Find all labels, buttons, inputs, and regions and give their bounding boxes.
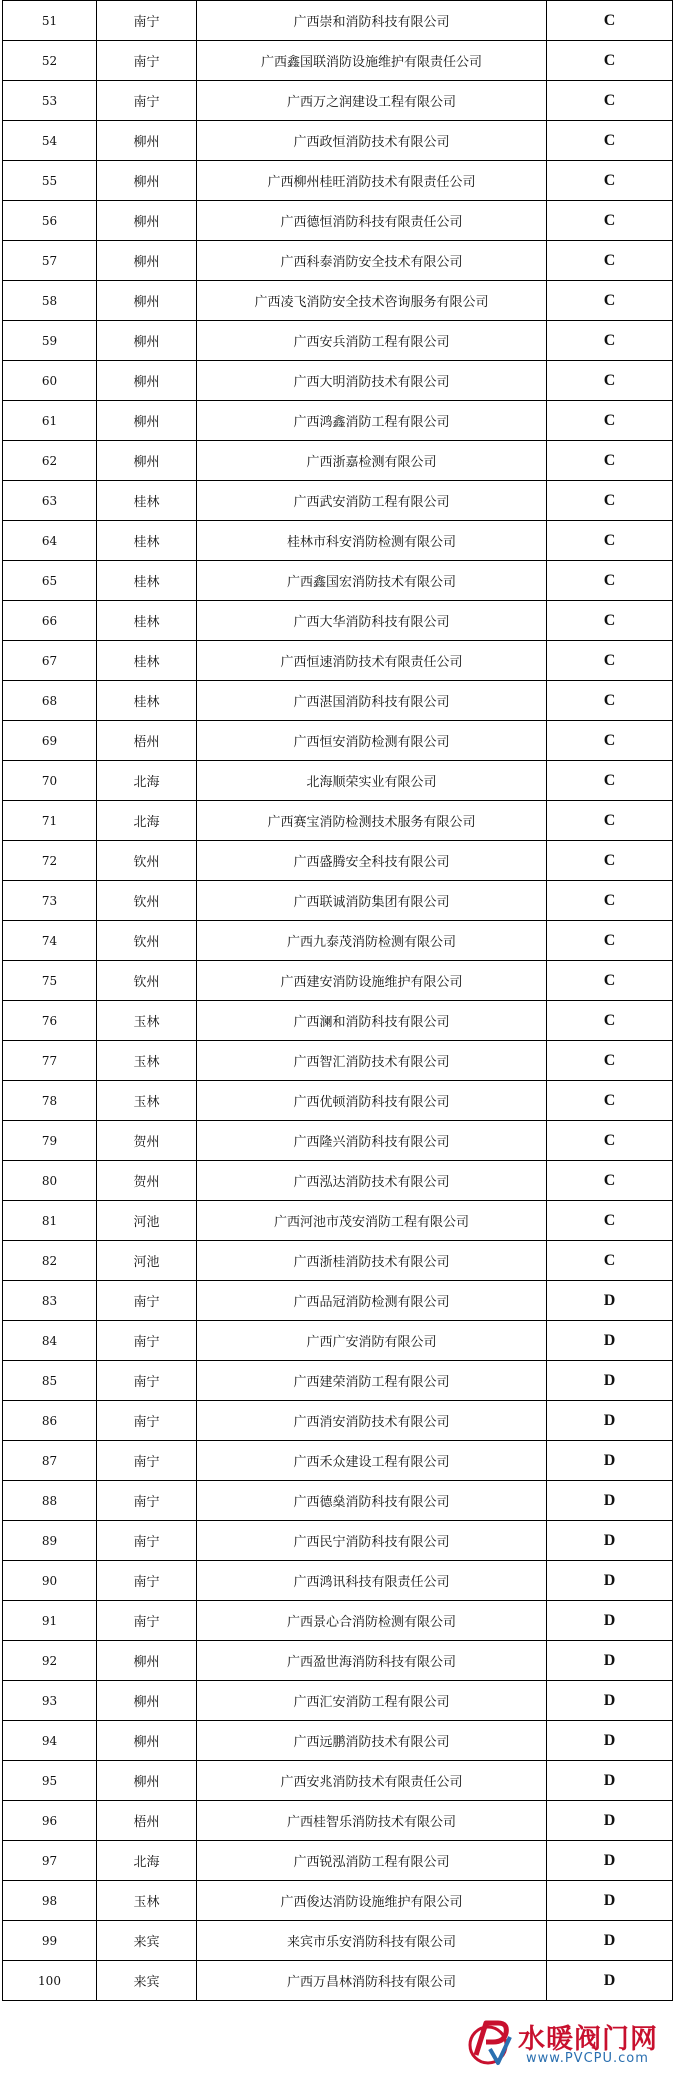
- company-name-cell: 北海顺荣实业有限公司: [197, 761, 547, 801]
- row-number: 53: [3, 81, 97, 121]
- table-row: [3, 121, 673, 161]
- row-number: 83: [3, 1281, 97, 1321]
- company-name-cell: 广西盈世海消防科技有限公司: [197, 1641, 547, 1681]
- grade-cell: C: [547, 1121, 673, 1161]
- table-row: [3, 1641, 673, 1681]
- row-number: 87: [3, 1441, 97, 1481]
- city-cell: 玉林: [97, 1081, 197, 1121]
- company-name-cell: 广西科泰消防安全技术有限公司: [197, 241, 547, 281]
- row-number: 84: [3, 1321, 97, 1361]
- company-name-cell: 广西优顿消防科技有限公司: [197, 1081, 547, 1121]
- row-number: 80: [3, 1161, 97, 1201]
- company-name-cell: 广西河池市茂安消防工程有限公司: [197, 1201, 547, 1241]
- grade-cell: D: [547, 1761, 673, 1801]
- grade-cell: C: [547, 401, 673, 441]
- company-name-cell: 广西九泰茂消防检测有限公司: [197, 921, 547, 961]
- grade-cell: C: [547, 1161, 673, 1201]
- table-body: [3, 1, 673, 2001]
- company-name-cell: 广西浙嘉检测有限公司: [197, 441, 547, 481]
- pv-logo-icon: [464, 2015, 514, 2067]
- table-row: [3, 1281, 673, 1321]
- city-cell: 玉林: [97, 1041, 197, 1081]
- table-row: [3, 1721, 673, 1761]
- city-cell: 南宁: [97, 1281, 197, 1321]
- watermark-brand: 水暖阀门网: [518, 2024, 658, 2055]
- table-row: [3, 561, 673, 601]
- city-cell: 北海: [97, 1841, 197, 1881]
- row-number: 97: [3, 1841, 97, 1881]
- row-number: 91: [3, 1601, 97, 1641]
- row-number: 67: [3, 641, 97, 681]
- company-name-cell: 广西鑫国联消防设施维护有限责任公司: [197, 41, 547, 81]
- company-name-cell: 广西桂智乐消防技术有限公司: [197, 1801, 547, 1841]
- grade-cell: C: [547, 681, 673, 721]
- grade-cell: C: [547, 441, 673, 481]
- city-cell: 桂林: [97, 681, 197, 721]
- grade-cell: D: [547, 1801, 673, 1841]
- row-number: 66: [3, 601, 97, 641]
- city-cell: 柳州: [97, 1721, 197, 1761]
- row-number: 86: [3, 1401, 97, 1441]
- row-number: 98: [3, 1881, 97, 1921]
- city-cell: 贺州: [97, 1121, 197, 1161]
- city-cell: 钦州: [97, 881, 197, 921]
- table-row: [3, 1881, 673, 1921]
- company-name-cell: 广西大明消防技术有限公司: [197, 361, 547, 401]
- row-number: 81: [3, 1201, 97, 1241]
- company-name-cell: 广西汇安消防工程有限公司: [197, 1681, 547, 1721]
- city-cell: 南宁: [97, 1601, 197, 1641]
- table-row: [3, 1841, 673, 1881]
- table-row: [3, 1, 673, 41]
- table-row: [3, 1761, 673, 1801]
- company-name-cell: 广西禾众建设工程有限公司: [197, 1441, 547, 1481]
- table-row: [3, 1001, 673, 1041]
- grade-cell: C: [547, 1041, 673, 1081]
- grade-cell: D: [547, 1521, 673, 1561]
- row-number: 85: [3, 1361, 97, 1401]
- city-cell: 南宁: [97, 1401, 197, 1441]
- table-row: [3, 1041, 673, 1081]
- row-number: 59: [3, 321, 97, 361]
- grade-cell: C: [547, 881, 673, 921]
- city-cell: 来宾: [97, 1921, 197, 1961]
- table-row: [3, 1241, 673, 1281]
- company-name-cell: 广西品冠消防检测有限公司: [197, 1281, 547, 1321]
- city-cell: 柳州: [97, 401, 197, 441]
- company-name-cell: 广西浙桂消防技术有限公司: [197, 1241, 547, 1281]
- row-number: 71: [3, 801, 97, 841]
- city-cell: 南宁: [97, 1321, 197, 1361]
- table-row: [3, 481, 673, 521]
- table-row: [3, 241, 673, 281]
- table-row: [3, 601, 673, 641]
- table-row: [3, 1921, 673, 1961]
- table-row: [3, 1961, 673, 2001]
- company-name-cell: 广西湛国消防科技有限公司: [197, 681, 547, 721]
- row-number: 68: [3, 681, 97, 721]
- row-number: 51: [3, 1, 97, 41]
- city-cell: 南宁: [97, 1, 197, 41]
- company-name-cell: 来宾市乐安消防科技有限公司: [197, 1921, 547, 1961]
- row-number: 76: [3, 1001, 97, 1041]
- table-row: [3, 1161, 673, 1201]
- table-row: [3, 841, 673, 881]
- city-cell: 南宁: [97, 1481, 197, 1521]
- grade-cell: D: [547, 1961, 673, 2001]
- grade-cell: C: [547, 1001, 673, 1041]
- company-name-cell: 广西赛宝消防检测技术服务有限公司: [197, 801, 547, 841]
- grade-cell: C: [547, 1, 673, 41]
- grade-cell: C: [547, 761, 673, 801]
- city-cell: 桂林: [97, 641, 197, 681]
- grade-cell: C: [547, 721, 673, 761]
- company-name-cell: 广西政恒消防技术有限公司: [197, 121, 547, 161]
- table-row: [3, 641, 673, 681]
- city-cell: 柳州: [97, 281, 197, 321]
- row-number: 56: [3, 201, 97, 241]
- table-row: [3, 1401, 673, 1441]
- grade-cell: D: [547, 1441, 673, 1481]
- company-name-cell: 广西鸿鑫消防工程有限公司: [197, 401, 547, 441]
- city-cell: 桂林: [97, 561, 197, 601]
- company-name-cell: 广西鑫国宏消防技术有限公司: [197, 561, 547, 601]
- company-name-cell: 广西联诚消防集团有限公司: [197, 881, 547, 921]
- city-cell: 柳州: [97, 321, 197, 361]
- row-number: 58: [3, 281, 97, 321]
- row-number: 64: [3, 521, 97, 561]
- row-number: 54: [3, 121, 97, 161]
- grade-cell: C: [547, 41, 673, 81]
- row-number: 61: [3, 401, 97, 441]
- row-number: 95: [3, 1761, 97, 1801]
- table-row: [3, 881, 673, 921]
- city-cell: 来宾: [97, 1961, 197, 2001]
- grade-cell: C: [547, 1241, 673, 1281]
- row-number: 90: [3, 1561, 97, 1601]
- grade-cell: C: [547, 841, 673, 881]
- grade-cell: C: [547, 921, 673, 961]
- company-name-cell: 广西鸿讯科技有限责任公司: [197, 1561, 547, 1601]
- row-number: 75: [3, 961, 97, 1001]
- company-name-cell: 广西智汇消防技术有限公司: [197, 1041, 547, 1081]
- city-cell: 南宁: [97, 1521, 197, 1561]
- city-cell: 北海: [97, 801, 197, 841]
- company-name-cell: 广西安兵消防工程有限公司: [197, 321, 547, 361]
- table-row: [3, 161, 673, 201]
- city-cell: 钦州: [97, 921, 197, 961]
- table-row: [3, 441, 673, 481]
- city-cell: 北海: [97, 761, 197, 801]
- table-row: [3, 961, 673, 1001]
- table-row: [3, 1601, 673, 1641]
- table-row: [3, 361, 673, 401]
- row-number: 63: [3, 481, 97, 521]
- row-number: 55: [3, 161, 97, 201]
- grade-cell: D: [547, 1841, 673, 1881]
- grade-cell: C: [547, 1201, 673, 1241]
- row-number: 79: [3, 1121, 97, 1161]
- row-number: 52: [3, 41, 97, 81]
- row-number: 73: [3, 881, 97, 921]
- table-row: [3, 521, 673, 561]
- table-row: [3, 1201, 673, 1241]
- company-name-cell: 广西锐泓消防工程有限公司: [197, 1841, 547, 1881]
- grade-cell: C: [547, 361, 673, 401]
- table-row: [3, 1081, 673, 1121]
- table-row: [3, 1321, 673, 1361]
- table-row: [3, 281, 673, 321]
- company-name-cell: 广西德燊消防科技有限公司: [197, 1481, 547, 1521]
- table-row: [3, 81, 673, 121]
- table-row: [3, 1441, 673, 1481]
- row-number: 100: [3, 1961, 97, 2001]
- city-cell: 河池: [97, 1201, 197, 1241]
- grade-cell: C: [547, 161, 673, 201]
- table-row: [3, 801, 673, 841]
- row-number: 94: [3, 1721, 97, 1761]
- company-name-cell: 广西万之润建设工程有限公司: [197, 81, 547, 121]
- table-row: [3, 761, 673, 801]
- row-number: 92: [3, 1641, 97, 1681]
- row-number: 69: [3, 721, 97, 761]
- city-cell: 南宁: [97, 81, 197, 121]
- grade-cell: D: [547, 1721, 673, 1761]
- grade-cell: C: [547, 321, 673, 361]
- row-number: 99: [3, 1921, 97, 1961]
- row-number: 74: [3, 921, 97, 961]
- city-cell: 柳州: [97, 201, 197, 241]
- grade-cell: C: [547, 201, 673, 241]
- grade-cell: D: [547, 1481, 673, 1521]
- city-cell: 柳州: [97, 1761, 197, 1801]
- row-number: 88: [3, 1481, 97, 1521]
- grade-cell: C: [547, 1081, 673, 1121]
- table-row: [3, 1801, 673, 1841]
- company-name-cell: 广西武安消防工程有限公司: [197, 481, 547, 521]
- table-row: [3, 1521, 673, 1561]
- table-row: [3, 1481, 673, 1521]
- company-name-cell: 广西广安消防有限公司: [197, 1321, 547, 1361]
- city-cell: 玉林: [97, 1881, 197, 1921]
- table-row: [3, 401, 673, 441]
- company-name-cell: 广西万昌林消防科技有限公司: [197, 1961, 547, 2001]
- table-row: [3, 321, 673, 361]
- rating-table: [2, 0, 673, 2001]
- row-number: 82: [3, 1241, 97, 1281]
- grade-cell: C: [547, 281, 673, 321]
- grade-cell: D: [547, 1361, 673, 1401]
- city-cell: 梧州: [97, 721, 197, 761]
- city-cell: 柳州: [97, 121, 197, 161]
- row-number: 77: [3, 1041, 97, 1081]
- grade-cell: C: [547, 481, 673, 521]
- company-name-cell: 广西大华消防科技有限公司: [197, 601, 547, 641]
- grade-cell: D: [547, 1601, 673, 1641]
- company-name-cell: 广西建安消防设施维护有限公司: [197, 961, 547, 1001]
- city-cell: 柳州: [97, 361, 197, 401]
- city-cell: 柳州: [97, 241, 197, 281]
- city-cell: 梧州: [97, 1801, 197, 1841]
- grade-cell: C: [547, 121, 673, 161]
- watermark-logo: [464, 2011, 670, 2071]
- row-number: 93: [3, 1681, 97, 1721]
- city-cell: 柳州: [97, 1641, 197, 1681]
- grade-cell: D: [547, 1281, 673, 1321]
- row-number: 62: [3, 441, 97, 481]
- grade-cell: C: [547, 601, 673, 641]
- city-cell: 南宁: [97, 41, 197, 81]
- table-row: [3, 721, 673, 761]
- table-row: [3, 1121, 673, 1161]
- grade-cell: D: [547, 1401, 673, 1441]
- company-name-cell: 广西远鹏消防技术有限公司: [197, 1721, 547, 1761]
- grade-cell: D: [547, 1561, 673, 1601]
- company-name-cell: 广西消安消防技术有限公司: [197, 1401, 547, 1441]
- grade-cell: D: [547, 1321, 673, 1361]
- city-cell: 河池: [97, 1241, 197, 1281]
- company-name-cell: 广西隆兴消防科技有限公司: [197, 1121, 547, 1161]
- row-number: 96: [3, 1801, 97, 1841]
- city-cell: 柳州: [97, 441, 197, 481]
- company-name-cell: 广西柳州桂旺消防技术有限责任公司: [197, 161, 547, 201]
- city-cell: 桂林: [97, 481, 197, 521]
- table-row: [3, 921, 673, 961]
- company-name-cell: 广西安兆消防技术有限责任公司: [197, 1761, 547, 1801]
- row-number: 78: [3, 1081, 97, 1121]
- row-number: 60: [3, 361, 97, 401]
- city-cell: 南宁: [97, 1441, 197, 1481]
- row-number: 72: [3, 841, 97, 881]
- row-number: 57: [3, 241, 97, 281]
- grade-cell: D: [547, 1681, 673, 1721]
- city-cell: 柳州: [97, 161, 197, 201]
- grade-cell: D: [547, 1921, 673, 1961]
- row-number: 70: [3, 761, 97, 801]
- company-name-cell: 广西恒安消防检测有限公司: [197, 721, 547, 761]
- company-name-cell: 广西恒速消防技术有限责任公司: [197, 641, 547, 681]
- city-cell: 钦州: [97, 841, 197, 881]
- company-name-cell: 广西盛腾安全科技有限公司: [197, 841, 547, 881]
- company-name-cell: 广西建荣消防工程有限公司: [197, 1361, 547, 1401]
- company-name-cell: 广西崇和消防科技有限公司: [197, 1, 547, 41]
- city-cell: 柳州: [97, 1681, 197, 1721]
- row-number: 89: [3, 1521, 97, 1561]
- table-row: [3, 41, 673, 81]
- table-row: [3, 1681, 673, 1721]
- watermark-site: www.PVCPU.com: [526, 2051, 649, 2066]
- city-cell: 钦州: [97, 961, 197, 1001]
- city-cell: 玉林: [97, 1001, 197, 1041]
- table-row: [3, 681, 673, 721]
- company-name-cell: 广西景心合消防检测有限公司: [197, 1601, 547, 1641]
- company-name-cell: 广西凌飞消防安全技术咨询服务有限公司: [197, 281, 547, 321]
- grade-cell: D: [547, 1881, 673, 1921]
- city-cell: 桂林: [97, 521, 197, 561]
- grade-cell: C: [547, 961, 673, 1001]
- grade-cell: C: [547, 801, 673, 841]
- company-name-cell: 广西澜和消防科技有限公司: [197, 1001, 547, 1041]
- company-name-cell: 广西泓达消防技术有限公司: [197, 1161, 547, 1201]
- grade-cell: C: [547, 241, 673, 281]
- city-cell: 贺州: [97, 1161, 197, 1201]
- grade-cell: C: [547, 641, 673, 681]
- city-cell: 南宁: [97, 1561, 197, 1601]
- company-name-cell: 广西德恒消防科技有限责任公司: [197, 201, 547, 241]
- company-name-cell: 桂林市科安消防检测有限公司: [197, 521, 547, 561]
- company-name-cell: 广西俊达消防设施维护有限公司: [197, 1881, 547, 1921]
- grade-cell: C: [547, 561, 673, 601]
- city-cell: 桂林: [97, 601, 197, 641]
- row-number: 65: [3, 561, 97, 601]
- grade-cell: C: [547, 81, 673, 121]
- grade-cell: D: [547, 1641, 673, 1681]
- table-row: [3, 1361, 673, 1401]
- table-row: [3, 1561, 673, 1601]
- grade-cell: C: [547, 521, 673, 561]
- table-row: [3, 201, 673, 241]
- city-cell: 南宁: [97, 1361, 197, 1401]
- company-name-cell: 广西民宁消防科技有限公司: [197, 1521, 547, 1561]
